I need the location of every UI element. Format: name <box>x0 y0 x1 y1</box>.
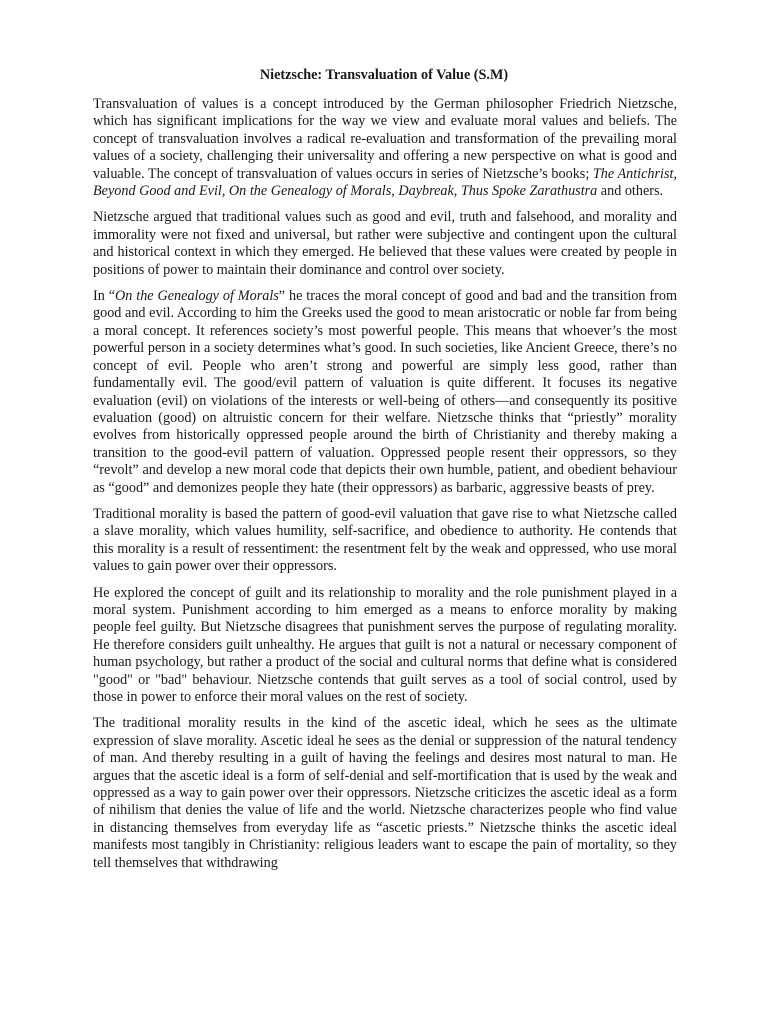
paragraph-guilt <box>93 585 677 707</box>
paragraph-intro <box>93 96 677 200</box>
document-body <box>93 96 677 881</box>
paragraph-slave-morality <box>93 506 677 576</box>
paragraph-traditional-values <box>93 209 677 279</box>
paragraph-text: Traditional morality is based the pattern of good-evil valuation that gave rise to what Nietzsche called a slave morality, which values humility, self-sacrifice, and obedience to authority. He contends that this morality is a result of ressentiment: the resentment felt by the weak and oppressed, who use moral values to gain power over their oppressors. <box>93 505 677 575</box>
paragraph-text: The traditional morality results in the kind of the ascetic ideal, which he sees as the ultimate expression of slave morality. Ascetic ideal he sees as the denial or suppression of the natural tendency of man. And thereby resulting in a guilt of having the feelings and desires most natural to man. He argues that the ascetic ideal is a form of self-denial and self-mortification that is used by the weak and oppressed as a way to gain power over their oppressors. Nietzsche criticizes the ascetic ideal as a form of nihilism that denies the value of life and the world. Nietzsche characterizes people who find value in distancing themselves from everyday life as “ascetic priests.” Nietzsche thinks the ascetic ideal manifests most tangibly in Christianity: religious leaders want to escape the pain of mortality, so they tell themselves that withdrawing <box>93 715 677 871</box>
page-title: Nietzsche: Transvaluation of Value (S.M) <box>259 67 509 83</box>
book-titles: The Antichrist, Beyond Good and Evil, On the Genealogy of Morals, Daybreak, Thus Spoke Zarathustra <box>93 165 677 200</box>
paragraph-text: and others. <box>597 183 664 200</box>
paragraph-text: Transvaluation of values is a concept introduced by the German philosopher Friedrich Nietzsche, which has significant implications for the way we view and evaluate moral values and beliefs. The concept of transvaluation involves a radical re-evaluation and transformation of the prevailing moral values of a society, challenging their universality and offering a new perspective on what is good and valuable. The concept of transvaluation of values occurs in series of Nietzsche’s books; <box>93 96 677 182</box>
paragraph-text: Nietzsche argued that traditional values such as good and evil, truth and falsehood, and morality and immorality were not fixed and universal, but rather were subjective and contingent upon the cultural and historical context in which they emerged. He believed that these values were created by people in positions of power to maintain their dominance and control over society. <box>93 209 677 278</box>
paragraph-text: In “ <box>93 288 116 305</box>
book-title: On the Genealogy of Morals <box>115 288 279 305</box>
paragraph-text: He explored the concept of guilt and its relationship to morality and the role punishment played in a moral system. Punishment according to him emerged as a means to enforce morality by making people feel guilty. But Nietzsche disagrees that punishment serves the purpose of regulating morality. He therefore considers guilt unhealthy. He argues that guilt is not a natural or necessary component of human psychology, but rather a product of the social and cultural norms that define what is considered "good" or "bad" behaviour. Nietzsche contends that guilt serves as a tool of social control, used by those in power to enforce their moral values on the rest of society. <box>93 584 677 705</box>
paragraph-ascetic-ideal <box>93 715 677 872</box>
paragraph-text: ” he traces the moral concept of good and bad and the transition from good and evil. According to him the Greeks used the good to mean aristocratic or noble far from being a moral concept. It references society’s most powerful people. This means that whoever’s the most powerful person in a society determines what’s good. In such societies, like Ancient Greece, there’s no concept of evil. People who aren’t strong and powerful are simply less good, rather than fundamentally evil. The good/evil pattern of valuation is quite different. It focuses its negative evaluation (evil) on violations of the interests or well-being of others—and consequently its positive evaluation (good) on altruistic concern for their welfare. Nietzsche thinks that “priestly” morality evolves from historically oppressed people around the birth of Christianity and thereby making a transition to the good-evil pattern of valuation. Oppressed people resent their oppressors, so they “revolt” and develop a new moral code that depicts their own humble, patient, and obedient behaviour as “good” and demonizes people they hate (their oppressors) as barbaric, aggressive beasts of prey. <box>93 288 677 496</box>
paragraph-genealogy <box>93 288 677 497</box>
